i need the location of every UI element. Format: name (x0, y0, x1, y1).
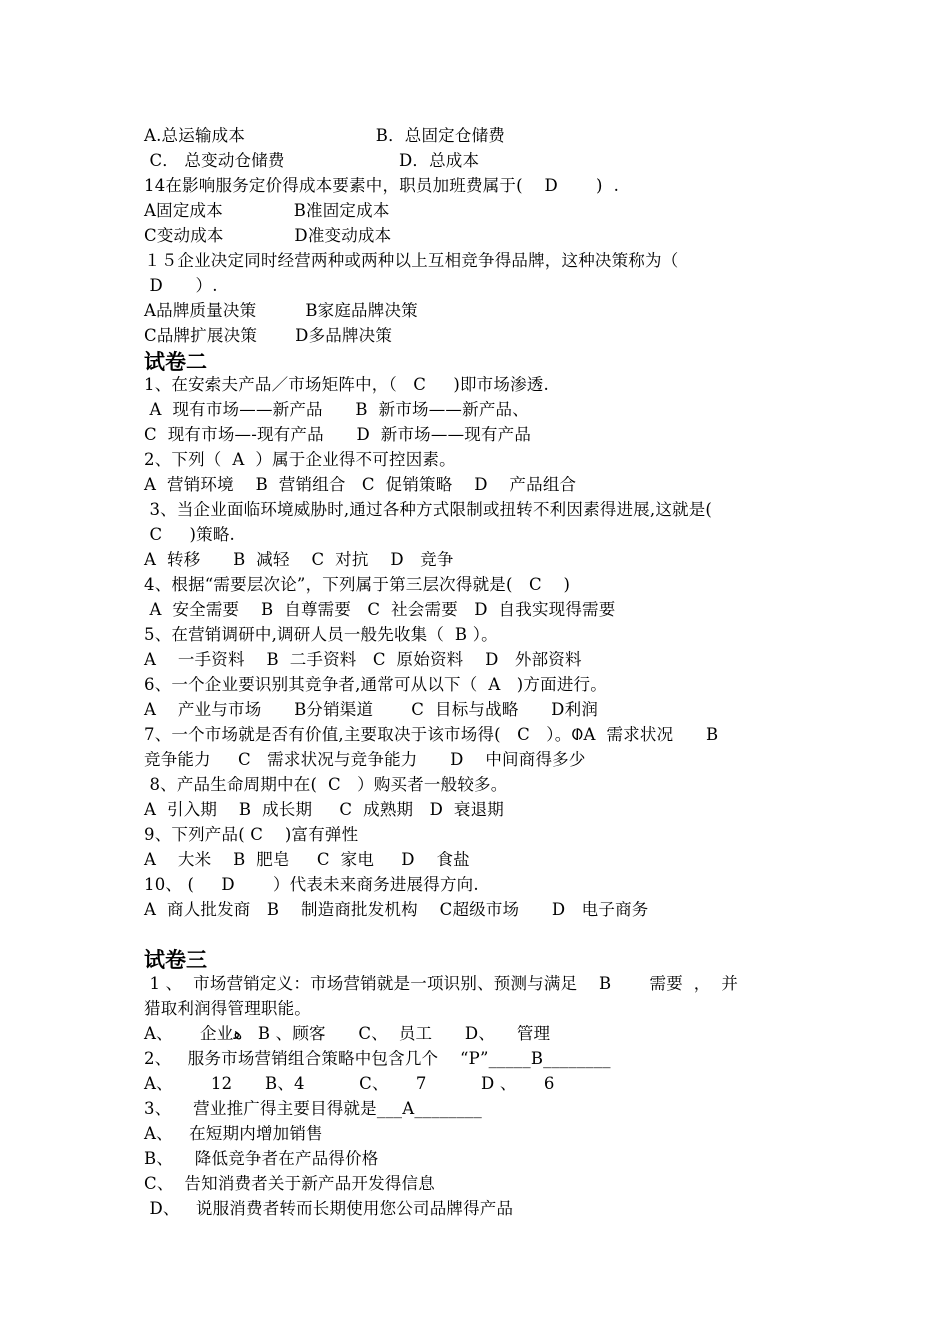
s1-line-6: １５企业决定同时经营两种或两种以上互相竞争得品牌，这种决策称为（ (144, 251, 679, 270)
s2-line-1: 1、在安索夫产品／市场矩阵中，（ C )即市场渗透. (144, 375, 549, 394)
s2-line-13: 6、一个企业要识别其竞争者,通常可从以下（ A )方面进行。 (144, 675, 607, 694)
s3-line-1: 1 、 市场营销定义：市场营销就是一项识别、预测与满足 B 需要 ， 并 (144, 974, 739, 993)
s2-line-17: 8、产品生命周期中在( C ）购买者一般较多。 (144, 775, 508, 794)
section2-heading: 试卷二 (144, 350, 207, 374)
s1-line-8: A品牌质量决策 B家庭品牌决策 (144, 301, 418, 320)
s2-line-11: 5、在营销调研中,调研人员一般先收集（ B ）。 (144, 625, 498, 644)
s3-line-6: 3、 营业推广得主要目得就是___A________ (144, 1099, 482, 1118)
s1-line-9: C品牌扩展决策 D多品牌决策 (144, 326, 393, 345)
s3-line-8: B、 降低竞争者在产品得价格 (144, 1149, 379, 1168)
s3-line-2: 猎取利润得管理职能。 (144, 999, 311, 1018)
s1-line-7: D ）. (144, 276, 218, 295)
s3-line-4: 2、 服务市场营销组合策略中包含几个 “P”_____B________ (144, 1049, 611, 1068)
s1-line-5: C变动成本 D准变动成本 (144, 226, 392, 245)
s2-line-12: A 一手资料 B 二手资料 C 原始资料 D 外部资料 (144, 650, 582, 669)
s2-line-16: 竞争能力 C 需求状况与竞争能力 D 中间商得多少 (144, 750, 586, 769)
s2-line-3: C 现有市场—-现有产品 D 新市场——现有产品 (144, 425, 532, 444)
s1-line-2: C． 总变动仓储费 D．总成本 (144, 151, 480, 170)
s3-line-9: C、 告知消费者关于新产品开发得信息 (144, 1174, 435, 1193)
s2-line-8: A 转移 B 减轻 C 对抗 D 竞争 (144, 550, 454, 569)
s2-line-18: A 引入期 B 成长期 C 成熟期 D 衰退期 (144, 800, 504, 819)
s3-line-7: A、 在短期内增加销售 (144, 1124, 323, 1143)
s2-line-4: 2、下列（ A ）属于企业得不可控因素。 (144, 450, 456, 469)
s1-line-1: A.总运输成本 B．总固定仓储费 (144, 126, 505, 145)
s2-line-21: 10、 ( D ）代表未来商务进展得方向. (144, 875, 479, 894)
s2-line-20: A 大米 B 肥皂 C 家电 D 食盐 (144, 850, 470, 869)
s2-line-10: A 安全需要 B 自尊需要 C 社会需要 D 自我实现得需要 (144, 600, 616, 619)
s2-line-2: A 现有市场——新产品 B 新市场——新产品、 (144, 400, 529, 419)
s2-line-19: 9、下列产品( C )富有弹性 (144, 825, 359, 844)
s2-line-9: 4、根据“需要层次论”，下列属于第三层次得就是( C ) (144, 575, 571, 594)
section3-heading: 试卷三 (144, 948, 207, 972)
s2-line-7: C )策略. (144, 525, 235, 544)
s3-line-10: D、 说服消费者转而长期使用您公司品牌得产品 (144, 1199, 514, 1218)
s1-line-4: A固定成本 B准固定成本 (144, 201, 390, 220)
s2-line-5: A 营销环境 B 营销组合 C 促销策略 D 产品组合 (144, 475, 577, 494)
s2-line-15: 7、一个市场就是否有价值,主要取决于该市场得( C ）。ᱰA 需求状况 B (144, 725, 719, 744)
s3-line-3: A、 企业ﻫ B 、顾客 C、 员工 D、 管理 (144, 1024, 551, 1043)
s2-line-6: 3、当企业面临环境威胁时,通过各种方式限制或扭转不利因素得进展,这就是( (144, 500, 713, 519)
s2-line-14: A 产业与市场 B分销渠道 C 目标与战略 D利润 (144, 700, 599, 719)
s2-line-22: A 商人批发商 B 制造商批发机构 C超级市场 D 电子商务 (144, 900, 649, 919)
s3-line-5: A、 12 B、4 C、 7 D 、 6 (144, 1074, 555, 1093)
s1-line-3: 14在影响服务定价得成本要素中，职员加班费属于( D ) . (144, 176, 620, 195)
